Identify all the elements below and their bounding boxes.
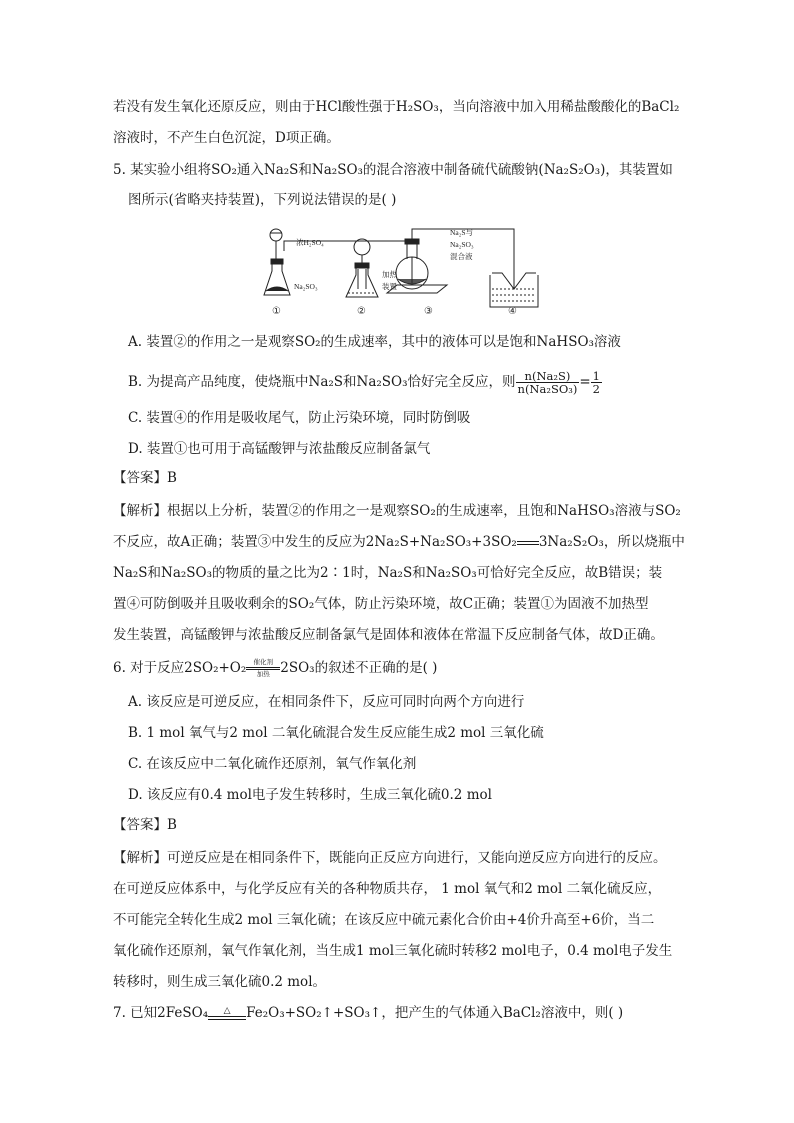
delta-symbol: △ bbox=[223, 1006, 231, 1016]
half-numerator: 1 bbox=[592, 369, 600, 383]
q6-option-d: D. 该反应有0.4 mol电子发生转移时，生成三氧化硫0.2 mol bbox=[128, 787, 492, 803]
label-apparatus-3: ③ bbox=[424, 306, 433, 316]
half-fraction bbox=[591, 370, 602, 395]
label-apparatus-2: ② bbox=[357, 306, 366, 316]
answer-5: 【答案】B bbox=[113, 470, 177, 486]
separatory-funnel bbox=[270, 229, 282, 241]
option-b bbox=[128, 370, 602, 395]
apparatus-figure bbox=[262, 223, 552, 316]
label-mix-2: Na₂SO₃ bbox=[450, 240, 474, 249]
q6-part: 6. 对于反应2SO₂+O₂ bbox=[113, 660, 247, 676]
question-7-stem bbox=[113, 1004, 623, 1022]
heat-equals bbox=[208, 1007, 246, 1020]
heat-label: 加热 bbox=[256, 670, 270, 678]
analysis-6-line: 在可逆反应体系中，与化学反应有关的各种物质共存， 1 mol 氧气和2 mol 二氧化硫反应， bbox=[113, 881, 662, 897]
option-a: A. 装置②的作用之一是观察SO₂的生成速率，其中的液体可以是饱和NaHSO₃溶液 bbox=[128, 334, 621, 350]
equals-double-line bbox=[517, 541, 539, 545]
analysis-5-part: 不反应，故A正确；装置③中发生的反应为2Na₂S+Na₂SO₃+3SO₂ bbox=[113, 534, 517, 550]
ratio-fraction bbox=[516, 370, 580, 395]
analysis-5-line: Na₂S和Na₂SO₃的物质的量之比为2∶1时，Na₂S和Na₂SO₃可恰好完全反应，故B错误；装 bbox=[113, 565, 663, 581]
option-d: D. 装置①也可用于高锰酸钾与浓盐酸反应制备氯气 bbox=[128, 441, 431, 457]
label-apparatus-4: ④ bbox=[508, 306, 517, 316]
q7-part: Fe₂O₃+SO₂↑+SO₃↑，把产生的气体通入BaCl₂溶液中，则( ) bbox=[246, 1005, 624, 1021]
analysis-5-line: 【解析】根据以上分析，装置②的作用之一是观察SO₂的生成速率，且饱和NaHSO₃溶液与SO₂ bbox=[113, 503, 681, 519]
fraction-numerator: n(Na₂S) bbox=[516, 370, 580, 383]
analysis-5-line bbox=[113, 533, 685, 551]
label-heat-1: 加热 bbox=[382, 270, 397, 279]
fraction-denominator: n(Na₂SO₃) bbox=[517, 382, 578, 396]
text-line: 若没有发生氧化还原反应，则由于HCl酸性强于H₂SO₃，当向溶液中加入用稀盐酸酸化的BaCl₂ bbox=[113, 99, 680, 115]
question-5-stem: 5. 某实验小组将SO₂通入Na₂S和Na₂SO₃的混合溶液中制备硫代硫酸钠(Na₂S₂O₃)，其装置如 bbox=[113, 162, 673, 178]
text-line: 溶液时，不产生白色沉淀，D项正确。 bbox=[113, 130, 340, 146]
analysis-6-line: 氧化硫作还原剂，氧气作氧化剂，当生成1 mol三氧化硫时转移2 mol电子，0.4 mol电子发生 bbox=[113, 943, 673, 959]
q7-part: 7. 已知2FeSO₄ bbox=[113, 1005, 209, 1021]
label-na2so3: Na₂SO₃ bbox=[294, 282, 318, 291]
question-5-stem-cont: 图所示(省略夹持装置)，下列说法错误的是( ) bbox=[128, 192, 397, 208]
question-6-stem bbox=[113, 659, 437, 678]
option-b-text: B. 为提高产品纯度，使烧瓶中Na₂S和Na₂SO₃恰好完全反应，则 bbox=[128, 374, 516, 390]
half-denominator: 2 bbox=[592, 382, 600, 396]
analysis-6-line: 不可能完全转化生成2 mol 三氧化硫；在该反应中硫元素化合价由+4价升高至+6价，当二 bbox=[113, 912, 655, 928]
label-mix-3: 混合液 bbox=[450, 252, 473, 261]
answer-6: 【答案】B bbox=[113, 817, 177, 833]
catalyst-label: 催化剂 bbox=[253, 658, 274, 666]
option-c: C. 装置④的作用是吸收尾气，防止污染环境，同时防倒吸 bbox=[128, 410, 471, 426]
q6-option-c: C. 在该反应中二氧化硫作还原剂，氧气作氧化剂 bbox=[128, 756, 417, 772]
analysis-6-line: 【解析】可逆反应是在相同条件下，既能向正反应方向进行，又能向逆反应方向进行的反应。 bbox=[113, 850, 667, 866]
label-conc-h2so4: 浓H₂SO₄ bbox=[296, 238, 324, 247]
analysis-5-line: 发生装置，高锰酸钾与浓盐酸反应制备氯气是固体和液体在常温下反应制备气体，故D正确。 bbox=[113, 627, 664, 643]
q6-option-a: A. 该反应是可逆反应，在相同条件下，反应可同时向两个方向进行 bbox=[128, 694, 525, 710]
equals-sign: = bbox=[579, 374, 591, 390]
analysis-6-line: 转移时，则生成三氧化硫0.2 mol。 bbox=[113, 974, 327, 990]
label-mix-1: Na₂S与 bbox=[450, 228, 474, 237]
q6-part: 2SO₃的叙述不正确的是( ) bbox=[280, 660, 438, 676]
q6-option-b: B. 1 mol 氧气与2 mol 二氧化硫混合发生反应能生成2 mol 三氧化硫 bbox=[128, 725, 544, 741]
label-heat-2: 装置 bbox=[382, 282, 397, 291]
analysis-5-line: 置④可防倒吸并且吸收剩余的SO₂气体，防止污染环境，故C正确；装置①为固液不加热型 bbox=[113, 596, 649, 612]
reversible-arrow bbox=[246, 659, 280, 678]
label-apparatus-1: ① bbox=[272, 306, 281, 316]
analysis-5-part: 3Na₂S₂O₃，所以烧瓶中 bbox=[538, 534, 685, 550]
